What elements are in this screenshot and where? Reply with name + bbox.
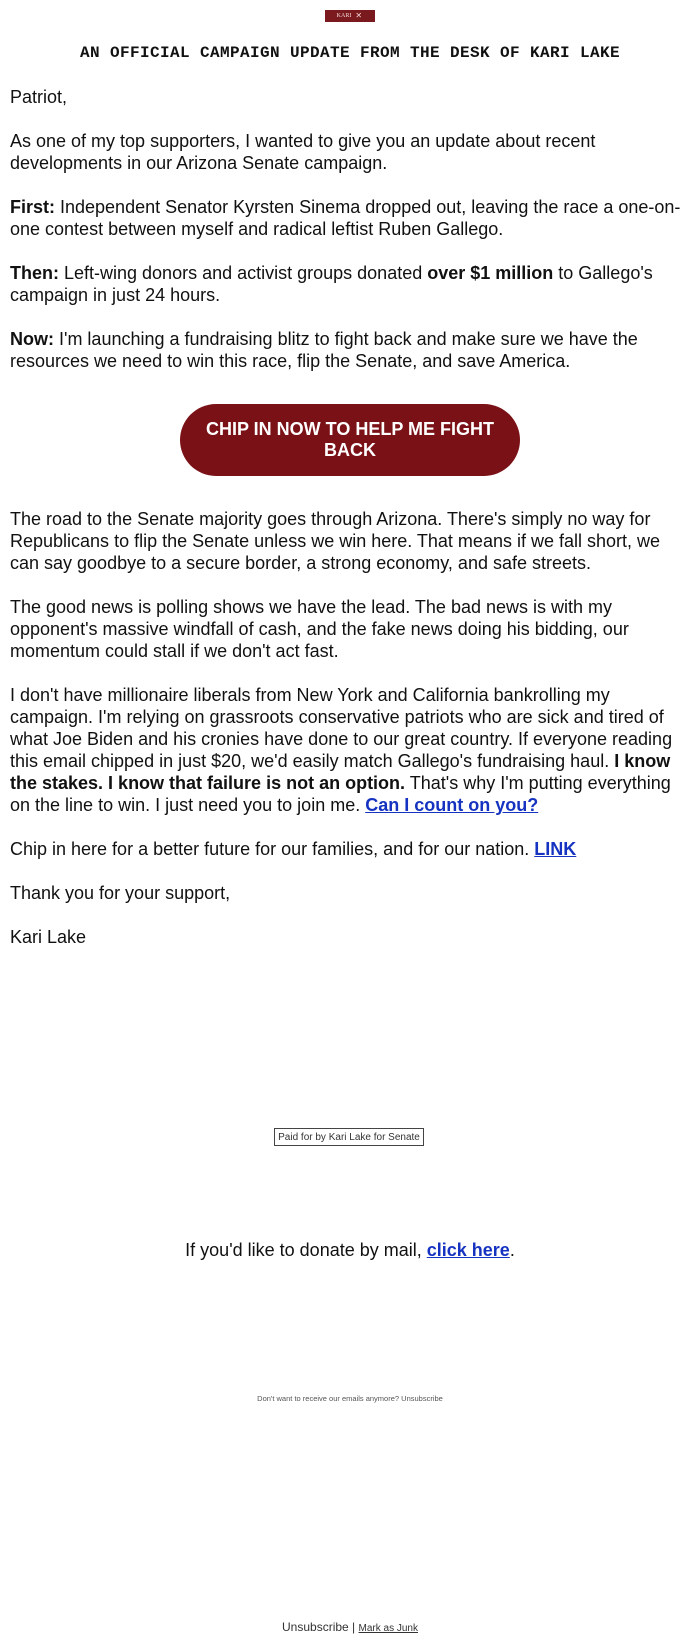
greeting: Patriot, xyxy=(10,87,68,107)
cta-container xyxy=(180,404,520,476)
chip-in-button[interactable]: CHIP IN NOW TO HELP ME FIGHT BACK xyxy=(180,404,520,476)
p3-text-2: That's why I'm putting everything on the line to win. I just need you to join me. xyxy=(10,773,671,815)
now-label: Now: xyxy=(10,329,54,349)
then-label: Then: xyxy=(10,263,59,283)
first-paragraph xyxy=(10,196,685,240)
body-paragraph-1: The road to the Senate majority goes through Arizona. There's simply no way for Republicans to flip the Senate unless we win here. That means if we fall short, we can say goodbye to a secure border, a strong economy, and safe streets. xyxy=(10,509,661,573)
signature: Kari Lake xyxy=(10,927,87,947)
then-paragraph xyxy=(10,262,685,306)
mail-text: If you'd like to donate by mail, xyxy=(185,1240,427,1260)
mail-end: . xyxy=(509,1240,515,1260)
p3-text: I don't have millionaire liberals from New York and California bankrolling my campaign. I'm relying on grassroots conservative patriots who are sick and tired of what Joe Biden and his cronies have done to our great country. If everyone reading this email chipped in just $20, we'd easily match Gallego's fundraising haul. xyxy=(10,685,673,771)
then-text-2: to Gallego's campaign in just 24 hours. xyxy=(10,263,653,305)
body-paragraph-4 xyxy=(10,838,685,860)
footer xyxy=(0,1620,700,1634)
unsubscribe-notice[interactable]: Don't want to receive our emails anymore? Unsubscribe xyxy=(257,1394,443,1403)
p3-bold: I know the stakes. I know that failure is not an option. xyxy=(10,751,671,793)
logo-mark-icon: ✕ xyxy=(355,11,363,20)
body-paragraph-2: The good news is polling shows we have the lead. The bad news is with my opponent's massive windfall of cash, and the fake news doing his bidding, our momentum could stall if we don't act fast. xyxy=(10,597,629,661)
mark-as-junk-link[interactable]: Mark as Junk xyxy=(358,1623,418,1634)
body-paragraph-3 xyxy=(10,684,685,816)
now-text: I'm launching a fundraising blitz to fight back and make sure we have the resources we need to win this race, flip the Senate, and save America. xyxy=(10,329,638,371)
then-bold: over $1 million xyxy=(427,263,554,283)
intro-section xyxy=(10,86,685,394)
footer-separator: | xyxy=(348,1620,359,1634)
campaign-logo xyxy=(325,10,375,22)
email-header-title: AN OFFICIAL CAMPAIGN UPDATE FROM THE DESK OF KARI LAKE xyxy=(79,44,621,62)
mail-click-here-link[interactable]: click here xyxy=(426,1240,510,1260)
now-paragraph xyxy=(10,328,685,372)
donate-by-mail xyxy=(0,1240,700,1261)
first-text: Independent Senator Kyrsten Sinema dropped out, leaving the race a one-on-one contest between myself and radical leftist Ruben Gallego. xyxy=(10,197,681,239)
intro-paragraph: As one of my top supporters, I wanted to give you an update about recent developments in our Arizona Senate campaign. xyxy=(10,131,596,173)
count-on-you-link[interactable]: Can I count on you? xyxy=(365,795,539,815)
paid-for-box: Paid for by Kari Lake for Senate xyxy=(274,1128,424,1146)
body-section xyxy=(10,508,685,970)
then-text-1: Left-wing donors and activist groups donated xyxy=(59,263,428,283)
first-label: First: xyxy=(10,197,55,217)
footer-unsubscribe-link[interactable]: Unsubscribe xyxy=(282,1620,349,1634)
logo-text: KARI xyxy=(336,13,352,19)
chip-in-link[interactable]: LINK xyxy=(534,839,577,859)
p4-text: Chip in here for a better future for our families, and for our nation. xyxy=(10,839,535,859)
thanks-line: Thank you for your support, xyxy=(10,883,231,903)
